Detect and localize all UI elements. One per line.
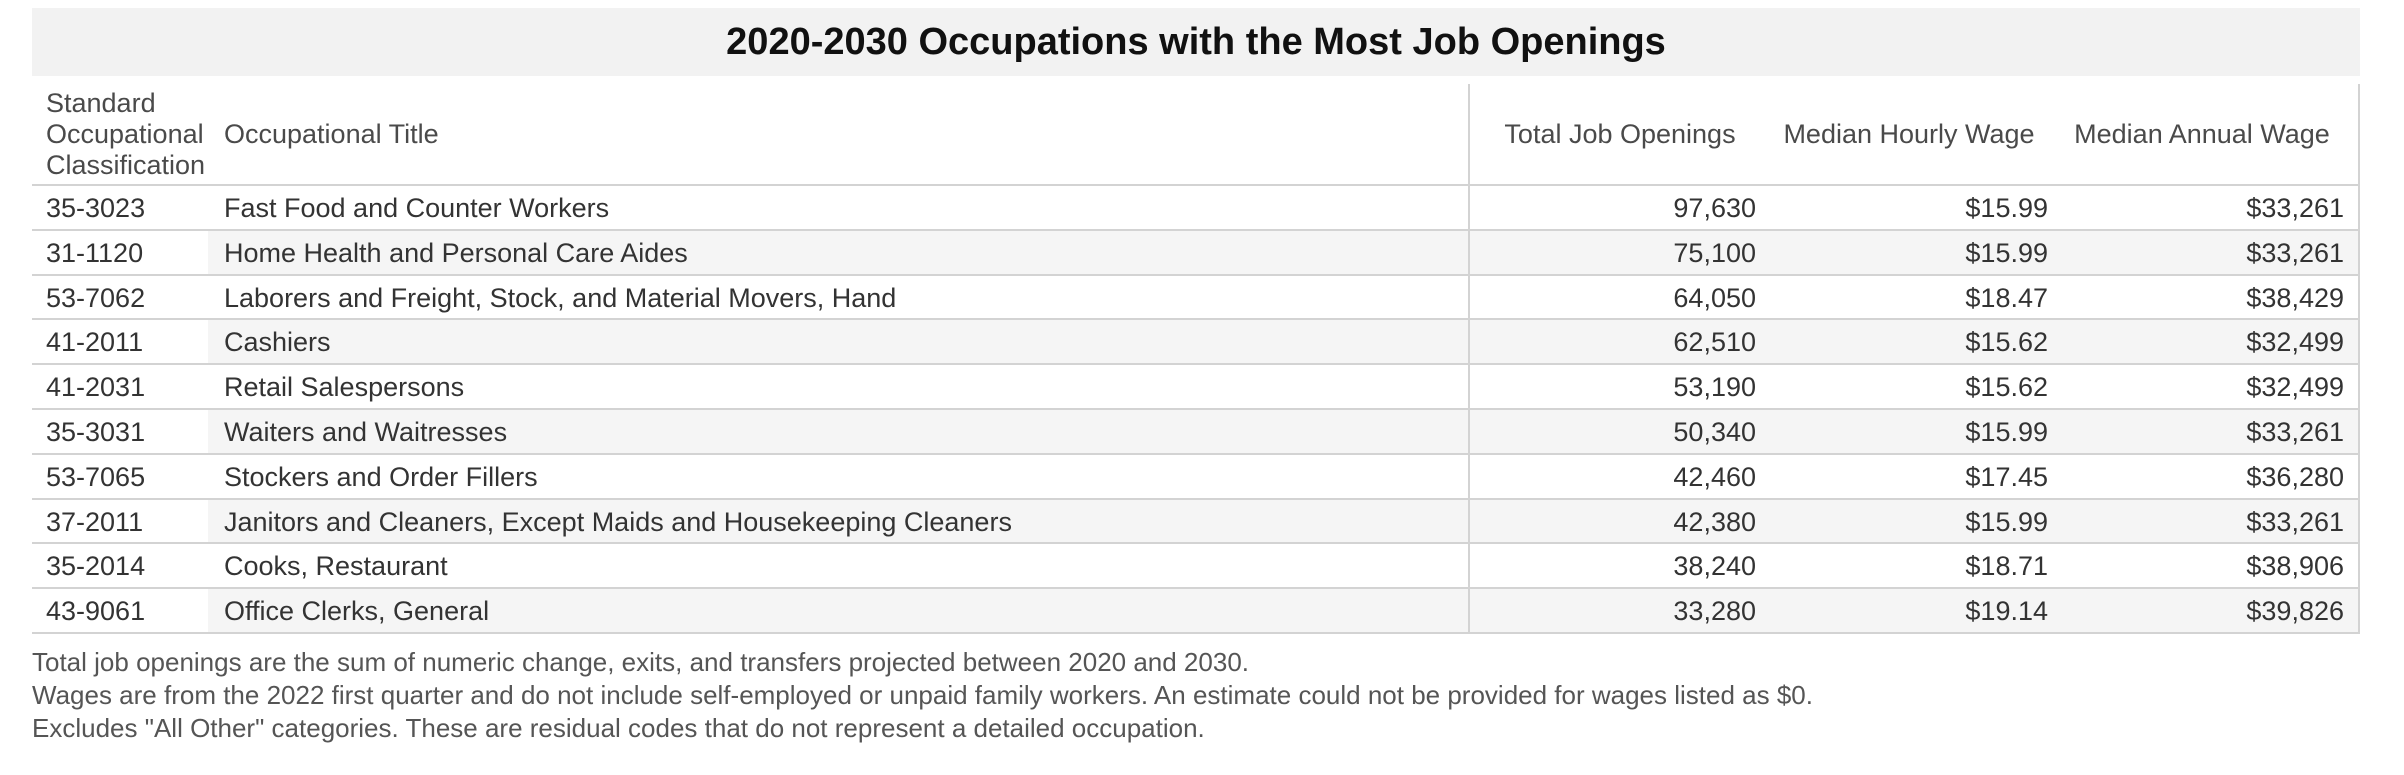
table-cell: 35-3031 [46,417,146,447]
table-cell: 97,630 [1673,193,1756,223]
table-cell: $15.62 [1965,372,2048,403]
table-cell: 33,280 [1673,596,1756,627]
column-header: Standard Occupational Classification [46,88,206,180]
table-cell: 41-2011 [46,327,144,358]
table-cell: 62,510 [1673,327,1756,358]
table-cell: Home Health and Personal Care Aides [224,237,688,268]
chart-title: 2020-2030 Occupations with the Most Job Openings [726,21,1666,63]
table-cell: $18.47 [1965,282,2048,313]
table-cell: $33,261 [2246,417,2344,447]
table-cell: 75,100 [1673,237,1756,268]
table-cell: $15.99 [1965,506,2048,537]
row-divider [32,632,2358,634]
table-cell: Laborers and Freight, Stock, and Material Movers, Hand [224,282,897,313]
table-cell: 31-1120 [46,237,144,268]
table-cell: $15.99 [1965,417,2048,447]
table-cell: $19.14 [1965,596,2048,627]
column-header: Occupational Title [224,119,439,149]
table-cell: 53,190 [1673,372,1756,403]
table-cell: $33,261 [2246,193,2344,223]
table-cell: $36,280 [2246,461,2344,492]
column-header: Median Hourly Wage [1783,119,2035,149]
table-cell: Retail Salespersons [224,372,465,403]
footnote: Total job openings are the sum of numeric change, exits, and transfers projected between 2020 and 2030. [32,647,1249,677]
table-cell: 53-7065 [46,461,146,492]
table-cell: Cashiers [224,327,331,358]
table-cell: 42,460 [1673,461,1756,492]
table-cell: $15.99 [1965,237,2048,268]
table-cell: $33,261 [2246,237,2344,268]
column-header: Total Job Openings [1504,119,1736,149]
table-cell: $15.99 [1965,193,2048,223]
table-cell: 64,050 [1673,282,1756,313]
column-divider [1468,84,1470,634]
table-cell: Stockers and Order Fillers [224,461,538,492]
table-cell: 41-2031 [46,372,146,403]
table-cell: $17.45 [1965,461,2048,492]
table-cell: Cooks, Restaurant [224,551,448,582]
table-cell: $39,826 [2246,596,2344,627]
table-cell: 38,240 [1673,551,1756,582]
table-cell: 43-9061 [46,596,146,627]
table-cell: $38,906 [2246,551,2344,582]
table-cell: 35-2014 [46,551,146,582]
footnote: Wages are from the 2022 first quarter and do not include self-employed or unpaid family workers. An estimate could not be provided for wages listed as $0. [32,680,1813,710]
table-cell: Janitors and Cleaners, Except Maids and Housekeeping Cleaners [224,506,1012,537]
table-cell: 50,340 [1673,417,1756,447]
table-cell: 42,380 [1673,506,1756,537]
table-cell: 35-3023 [46,193,146,223]
table-cell: Waiters and Waitresses [224,417,508,447]
table-cell: $15.62 [1965,327,2048,358]
table-right-border [2358,84,2360,634]
table-cell: $18.71 [1965,551,2048,582]
table-cell: $32,499 [2246,327,2344,358]
table-cell: 53-7062 [46,282,146,313]
table-cell: $38,429 [2246,282,2344,313]
footnote: Excludes "All Other" categories. These are residual codes that do not represent a detailed occupation. [32,713,1205,743]
table-cell: Office Clerks, General [224,596,490,627]
table-cell: $33,261 [2246,506,2344,537]
table-cell: Fast Food and Counter Workers [224,193,610,223]
table-cell: 37-2011 [46,506,144,537]
table-cell: $32,499 [2246,372,2344,403]
column-header: Median Annual Wage [2074,119,2330,149]
